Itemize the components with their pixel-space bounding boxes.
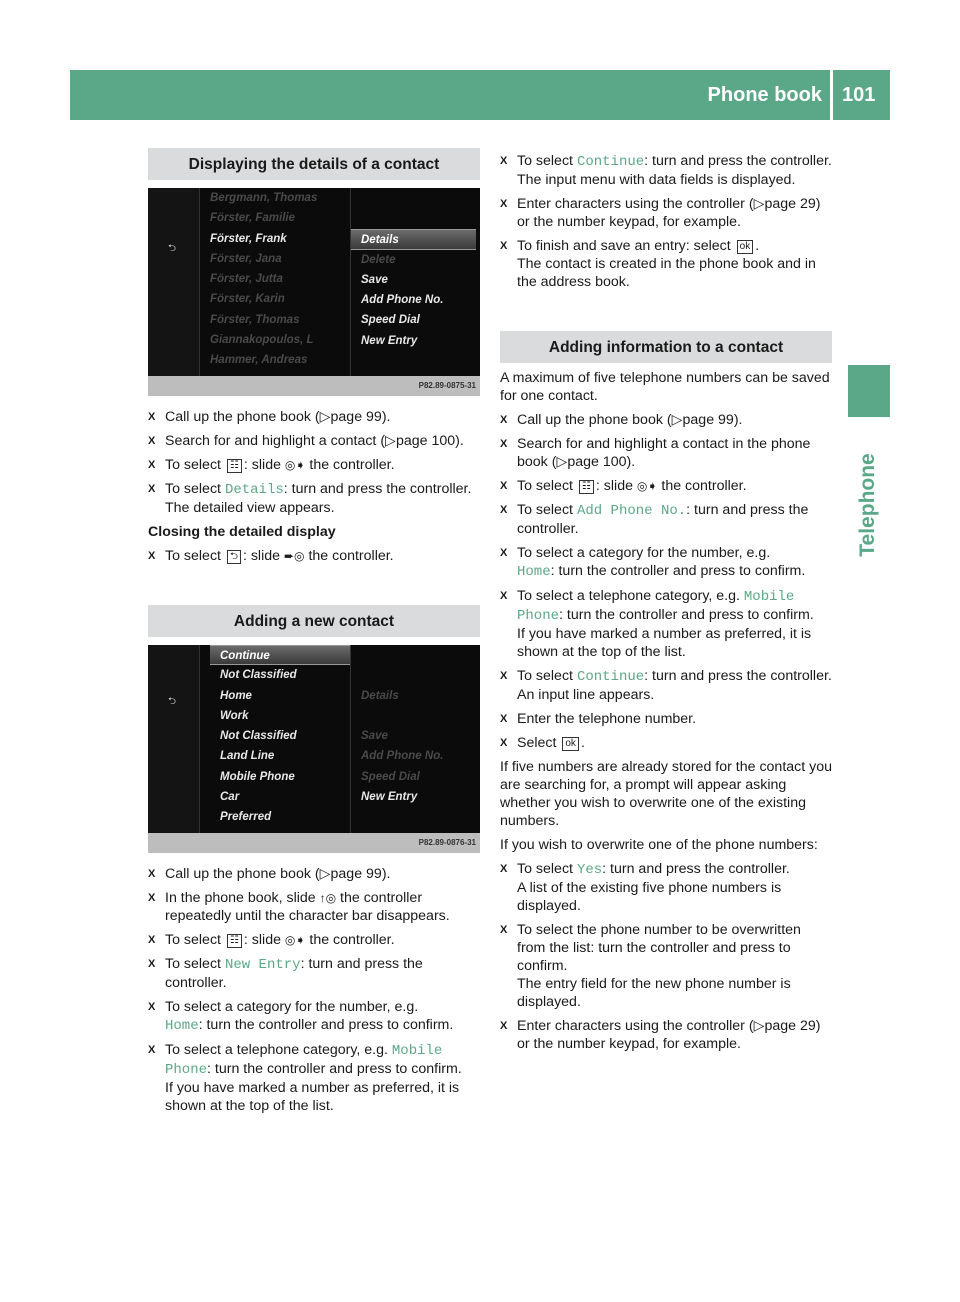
phonebook-icon: ☷ (227, 459, 242, 473)
list-item: Work (220, 709, 249, 722)
instruction-step: X To select a category for the number, e.g. Home: turn the controller and press to confirm. (148, 999, 454, 1034)
step-arrow-icon: X (148, 934, 156, 946)
instruction-step: X To finish and save an entry: select ok . The contact is created in the phone book and in the address book. (500, 238, 816, 290)
menu-item-delete: Delete (361, 253, 396, 266)
menu-item-save: Save (361, 273, 388, 286)
step-arrow-icon: X (500, 198, 508, 210)
instruction-step: X Search for and highlight a contact in the phone book (▷page 100). (500, 436, 811, 470)
section-heading-details: Displaying the details of a contact (148, 148, 480, 180)
list-item: Preferred (220, 811, 272, 824)
list-item: Home (220, 689, 252, 702)
page-ref-icon: ▷ (671, 412, 683, 428)
step-arrow-icon: X (500, 414, 508, 426)
instruction-step: X To select ☷ : slide ◎➧ the controller. (148, 932, 395, 948)
controller-left-icon: ➨◎ (283, 549, 305, 563)
step-arrow-icon: X (148, 1001, 156, 1013)
phonebook-icon: ☷ (227, 934, 242, 948)
menu-item-details: Details (361, 689, 399, 702)
right-column (500, 152, 832, 1053)
list-item: Not Classified (220, 730, 297, 743)
instruction-step: X Enter characters using the controller (▷page 29) or the number keypad, for example. (500, 196, 821, 230)
menu-item-save: Save (361, 730, 388, 743)
menu-item-speed-dial: Speed Dial (361, 770, 420, 783)
controller-right-icon: ◎➧ (284, 933, 306, 947)
list-item: Bergmann, Thomas (210, 192, 318, 204)
menu-item-add-phone: Add Phone No. (361, 294, 444, 307)
list-item: Mobile Phone (220, 770, 295, 783)
list-item: Förster, Thomas (210, 313, 300, 326)
chapter-label: Telephone (856, 453, 879, 557)
back-icon: ⮌ (227, 550, 241, 564)
list-item: Land Line (220, 750, 275, 763)
instruction-step: X Enter the telephone number. (500, 711, 697, 727)
list-item (351, 645, 476, 665)
instruction-step: X To select a telephone category, e.g. Mobile Phone: turn the controller and press to confirm. If you have marked a number as preferred, it is shown at the top of the list. (148, 1042, 462, 1114)
instruction-step: X In the phone book, slide ↑◎ the controller repeatedly until the character bar disappears. (148, 890, 450, 924)
page-ref-icon: ▷ (753, 196, 765, 212)
instruction-step: X To select Details: turn and press the controller. The detailed view appears. (148, 481, 472, 516)
step-arrow-icon: X (500, 737, 508, 749)
screen-options-menu (350, 188, 476, 376)
controller-right-icon: ◎➧ (636, 479, 658, 493)
chapter-tab (848, 365, 890, 417)
list-item (351, 706, 476, 726)
instruction-step: X Call up the phone book (▷page 99). (148, 866, 391, 882)
step-arrow-icon: X (148, 958, 156, 970)
ok-icon: ok (737, 240, 754, 254)
page-title: Phone book (707, 84, 822, 106)
subheading: Closing the detailed display (148, 524, 336, 540)
screen-contact-list (200, 188, 344, 376)
screen-options-menu (350, 645, 476, 833)
step-arrow-icon: X (500, 713, 508, 725)
instruction-step: X Enter characters using the controller (▷page 29) or the number keypad, for example. (500, 1018, 821, 1052)
instruction-step: X Select ok . (500, 735, 585, 751)
step-arrow-icon: X (500, 590, 508, 602)
instruction-step: X To select New Entry: turn and press the controller. (148, 956, 423, 991)
page-number: 101 (842, 84, 876, 106)
instruction-step: X To select Yes: turn and press the controller. A list of the existing five phone numbers is displayed. (500, 861, 790, 914)
page-ref-icon: ▷ (319, 866, 331, 882)
paragraph: If five numbers are already stored for the contact you are searching for, a prompt will appear asking whether you wish to overwrite one of the existing numbers. (500, 759, 832, 829)
page-ref-icon: ▷ (556, 454, 568, 470)
step-arrow-icon: X (148, 892, 156, 904)
instruction-step: X To select ☷ : slide ◎➧ the controller. (148, 457, 395, 473)
step-arrow-icon: X (500, 924, 508, 936)
step-arrow-icon: X (500, 1020, 508, 1032)
instruction-step: X To select a telephone category, e.g. Mobile Phone: turn the controller and press to confirm. If you have marked a number as preferred, it is shown at the top of the list. (500, 588, 814, 660)
step-arrow-icon: X (500, 240, 508, 252)
page-ref-icon: ▷ (753, 1018, 765, 1034)
page-ref-icon: ▷ (319, 409, 331, 425)
instruction-step: X To select ⮌ : slide ➨◎ the controller. (148, 548, 394, 564)
instruction-step: X Call up the phone book (▷page 99). (148, 409, 391, 425)
page-ref-icon: ▷ (385, 433, 396, 449)
step-arrow-icon: X (148, 550, 156, 562)
section-heading-add-info: Adding information to a contact (500, 331, 832, 363)
list-item: Förster, Frank (210, 232, 287, 245)
instruction-step: X To select Add Phone No.: turn and press the controller. (500, 502, 809, 537)
list-item: Förster, Familie (210, 212, 296, 225)
step-arrow-icon: X (148, 868, 156, 880)
list-item: Giannakopoulos, L (210, 334, 314, 347)
instruction-step: X To select a category for the number, e.g. Home: turn the controller and press to confirm. (500, 545, 806, 580)
ok-icon: ok (562, 737, 579, 751)
list-item: Not Classified (220, 669, 297, 682)
step-arrow-icon: X (500, 547, 508, 559)
list-item: Hammer, Andreas (210, 354, 308, 367)
menu-item-add-phone: Add Phone No. (361, 750, 444, 763)
image-code: P82.89-0876-31 (148, 833, 480, 853)
step-arrow-icon: X (500, 863, 508, 875)
step-arrow-icon: X (500, 670, 508, 682)
instruction-step: X Call up the phone book (▷page 99). (500, 412, 743, 428)
instruction-step: X To select Continue: turn and press the controller. An input line appears. (500, 668, 832, 703)
step-arrow-icon: X (148, 1044, 156, 1056)
menu-item-new-entry: New Entry (361, 791, 418, 804)
instruction-step: X To select the phone number to be overwritten from the list: turn the controller and press to confirm. The entry field for the new phone number is displayed. (500, 922, 801, 1010)
menu-item-details: Details (351, 229, 476, 249)
phonebook-icon: ☷ (579, 480, 594, 494)
list-item: Continue (210, 645, 350, 665)
controller-right-icon: ◎➧ (284, 458, 306, 472)
header-divider (830, 70, 833, 120)
list-item (351, 665, 476, 685)
back-icon: ⮌ (168, 243, 177, 254)
screen-left-strip (148, 645, 200, 853)
left-column (148, 148, 480, 1115)
instruction-step: X To select ☷ : slide ◎➧ the controller. (500, 478, 747, 494)
menu-item-speed-dial: Speed Dial (361, 314, 420, 327)
step-arrow-icon: X (500, 480, 508, 492)
list-item: Förster, Karin (210, 293, 285, 306)
screen-left-strip (148, 188, 200, 396)
step-arrow-icon: X (500, 155, 508, 167)
paragraph: If you wish to overwrite one of the phone numbers: (500, 837, 818, 853)
paragraph: A maximum of five telephone numbers can be saved for one contact. (500, 370, 830, 404)
section-heading-new-contact: Adding a new contact (148, 605, 480, 637)
list-item: Förster, Jutta (210, 273, 283, 286)
step-arrow-icon: X (500, 438, 508, 450)
list-item: Car (220, 791, 240, 804)
screenshot-new-entry (148, 645, 480, 853)
image-code: P82.89-0875-31 (148, 376, 480, 396)
back-icon: ⮌ (168, 696, 177, 707)
instruction-step: X Search for and highlight a contact (▷page 100). (148, 433, 464, 449)
step-arrow-icon: X (148, 483, 156, 495)
instruction-step: X To select Continue: turn and press the controller. The input menu with data fields is displayed. (500, 153, 832, 188)
list-item: Förster, Jana (210, 252, 282, 265)
menu-item-new-entry: New Entry (361, 334, 418, 347)
screen-category-list (210, 645, 350, 833)
step-arrow-icon: X (148, 459, 156, 471)
step-arrow-icon: X (500, 504, 508, 516)
step-arrow-icon: X (148, 411, 156, 423)
step-arrow-icon: X (148, 435, 156, 447)
controller-up-icon: ↑◎ (319, 891, 337, 905)
screenshot-contact-details (148, 188, 480, 396)
